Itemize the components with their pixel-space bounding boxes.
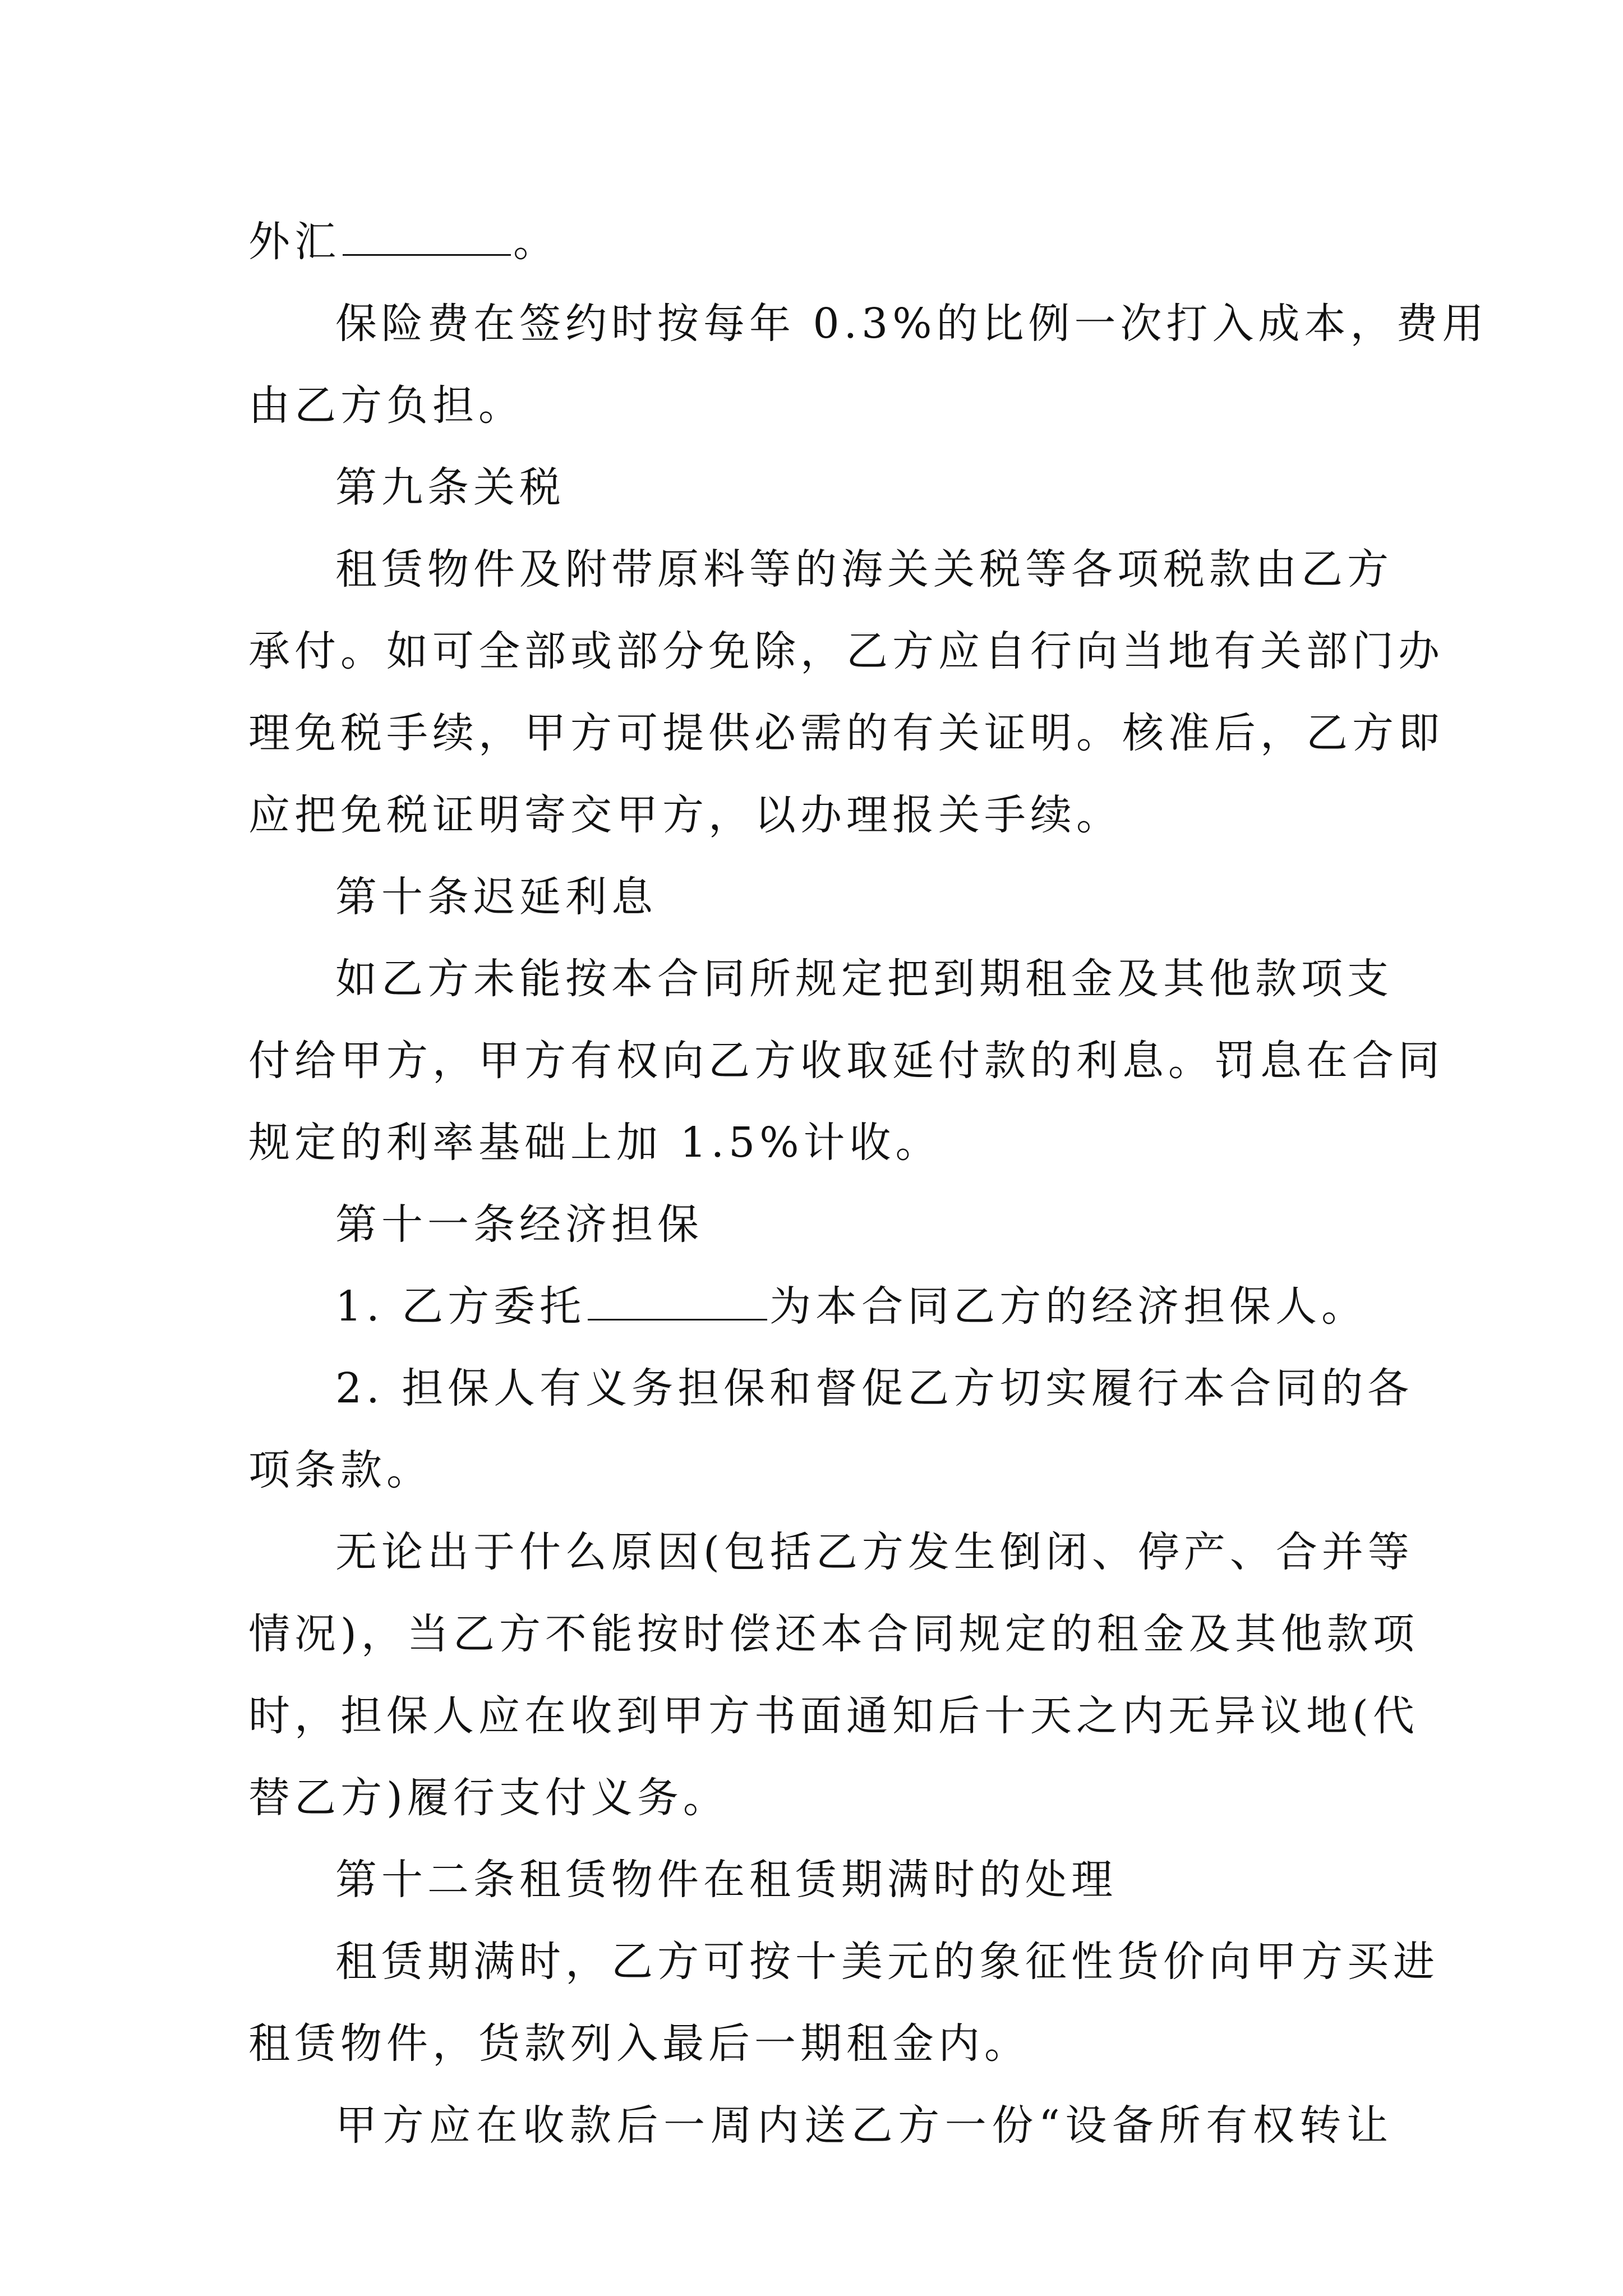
paragraph-tariff-line: 理免税手续，甲方可提供必需的有关证明。核准后，乙方即: [248, 709, 1444, 757]
paragraph-guarantee-line: 替乙方)履行支付义务。: [248, 1774, 729, 1822]
line-text: 外汇: [248, 218, 340, 266]
section-heading-article-10: 第十条迟延利息: [335, 873, 657, 921]
paragraph-insurance-line: 保险费在签约时按每年 0.3%的比例一次打入成本，费用: [335, 300, 1488, 348]
text-line-foreign-exchange: [248, 201, 1393, 283]
fill-in-blank[interactable]: [588, 1317, 767, 1320]
paragraph-tariff-line: 应把免税证明寄交甲方，以办理报关手续。: [248, 791, 1122, 839]
section-heading-article-12: 第十二条租赁物件在租赁期满时的处理: [335, 1856, 1117, 1904]
section-heading-article-9: 第九条关税: [335, 463, 565, 512]
section-heading-article-11: 第十一条经济担保: [335, 1200, 703, 1249]
fill-in-blank[interactable]: [343, 252, 511, 256]
paragraph-expiry-line: 租赁期满时，乙方可按十美元的象征性货价向甲方买进: [335, 1938, 1439, 1986]
line-text: 。: [513, 218, 559, 266]
line-text: 为本合同乙方的经济担保人。: [769, 1282, 1368, 1331]
paragraph-guarantee-line: 情况)，当乙方不能按时偿还本合同规定的租金及其他款项: [248, 1610, 1419, 1658]
paragraph-tariff-line: 承付。如可全部或部分免除，乙方应自行向当地有关部门办: [248, 627, 1444, 675]
clause-guarantor-duty-line: 项条款。: [248, 1446, 432, 1494]
document-body: [248, 201, 1488, 2166]
clause-guarantor-line: [248, 1266, 1393, 1347]
paragraph-tariff-line: 租赁物件及附带原料等的海关关税等各项税款由乙方: [335, 545, 1393, 593]
paragraph-guarantee-line: 时，担保人应在收到甲方书面通知后十天之内无异议地(代: [248, 1692, 1419, 1740]
paragraph-insurance-line: 由乙方负担。: [248, 381, 524, 430]
paragraph-interest-line: 如乙方未能按本合同所规定把到期租金及其他款项支: [335, 955, 1393, 1003]
line-text: 1. 乙方委托: [335, 1282, 586, 1331]
paragraph-interest-line: 付给甲方，甲方有权向乙方收取延付款的利息。罚息在合同: [248, 1037, 1444, 1085]
paragraph-guarantee-line: 无论出于什么原因(包括乙方发生倒闭、停产、合并等: [335, 1528, 1414, 1576]
paragraph-expiry-line: 租赁物件，货款列入最后一期租金内。: [248, 2019, 1030, 2068]
paragraph-transfer-line: 甲方应在收款后一周内送乙方一份“设备所有权转让: [335, 2101, 1393, 2150]
paragraph-interest-line: 规定的利率基础上加 1.5%计收。: [248, 1119, 942, 1167]
clause-guarantor-duty-line: 2. 担保人有义务担保和督促乙方切实履行本合同的各: [335, 1364, 1414, 1412]
